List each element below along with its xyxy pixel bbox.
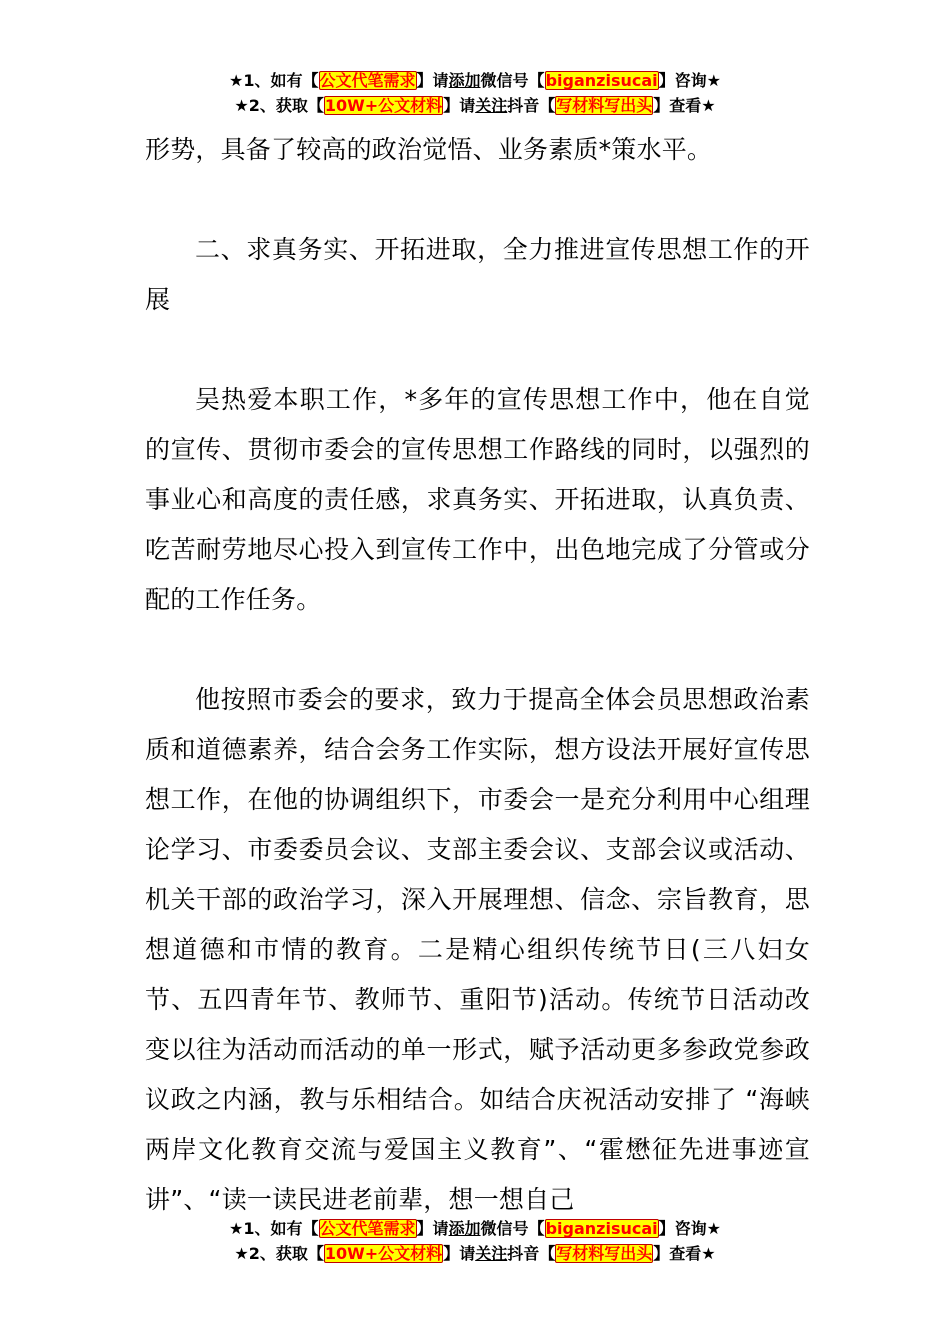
header-line-2-prefix: ★2、获取【	[234, 96, 324, 115]
header-highlight-douyin: 写材料写出头	[556, 96, 653, 115]
header-line-1-suffix: 】咨询★	[658, 71, 721, 90]
header-line-1-text: 】请	[416, 71, 449, 90]
footer-line-1-suffix: 】咨询★	[658, 1219, 721, 1238]
section-heading: 二、求真务实、开拓进取，全力推进宣传思想工作的开展	[145, 235, 810, 314]
paragraph-2: 他按照市委会的要求，致力于提高全体会员思想政治素质和道德素养，结合会务工作实际，想方设法开展好宣传思想工作，在他的协调组织下，市委会一是充分利用中心组理论学习、市委委员会议、支部主委会议、支部会议或活动、机关干部的政治学习，深入开展理想、信念、宗旨教育，思想道德和市情的教育。二是精心组织传统节日(三八妇女节、五四青年节、教师节、重阳节)活动。传统节日活动改变以往为活动而活动的单一形式，赋予活动更多参政党参政议政之内涵，教与乐相结合。如结合庆祝活动安排了 “海峡两岸文化教育交流与爱国主义教育”、“霍懋征先进事迹宣讲”、“读一读民进老前辈，想一想自己	[145, 685, 810, 1214]
footer-line-1-prefix: ★1、如有【	[229, 1219, 319, 1238]
footer-banner	[0, 1216, 950, 1266]
header-highlight-wechat: biganzisucai	[545, 71, 658, 90]
footer-highlight-douyin: 写材料写出头	[556, 1244, 653, 1263]
footer-line-1-text: 】请	[416, 1219, 449, 1238]
header-underlined-follow: 关注	[475, 96, 508, 115]
footer-underlined-follow: 关注	[475, 1244, 508, 1263]
header-line-2-text: 】请	[443, 96, 476, 115]
header-underlined-add: 添加	[448, 71, 481, 90]
footer-line-2-text-2: 抖音【	[507, 1244, 556, 1263]
header-line-1-text-2: 微信号【	[480, 71, 545, 90]
footer-underlined-add: 添加	[448, 1219, 481, 1238]
footer-line-2-suffix: 】查看★	[653, 1244, 716, 1263]
document-body	[145, 125, 810, 1225]
footer-line-1	[0, 1216, 950, 1241]
footer-highlight-materials: 10W+公文材料	[324, 1244, 443, 1263]
header-line-2-text-2: 抖音【	[507, 96, 556, 115]
footer-line-1-text-2: 微信号【	[480, 1219, 545, 1238]
footer-highlight-service: 公文代笔需求	[319, 1219, 416, 1238]
footer-line-2-prefix: ★2、获取【	[234, 1244, 324, 1263]
header-banner	[0, 68, 950, 118]
footer-line-2-text: 】请	[443, 1244, 476, 1263]
paragraph-continuation: 形势，具备了较高的政治觉悟、业务素质*策水平。	[145, 135, 713, 164]
header-line-2-suffix: 】查看★	[653, 96, 716, 115]
footer-line-2	[0, 1241, 950, 1266]
header-line-1-prefix: ★1、如有【	[229, 71, 319, 90]
header-line-2	[0, 93, 950, 118]
header-highlight-materials: 10W+公文材料	[324, 96, 443, 115]
header-line-1	[0, 68, 950, 93]
footer-highlight-wechat: biganzisucai	[545, 1219, 658, 1238]
paragraph-1: 吴热爱本职工作，*多年的宣传思想工作中，他在自觉的宣传、贯彻市委会的宣传思想工作路线的同时，以强烈的事业心和高度的责任感，求真务实、开拓进取，认真负责、吃苦耐劳地尽心投入到宣传工作中，出色地完成了分管或分配的工作任务。	[145, 385, 810, 614]
header-highlight-service: 公文代笔需求	[319, 71, 416, 90]
